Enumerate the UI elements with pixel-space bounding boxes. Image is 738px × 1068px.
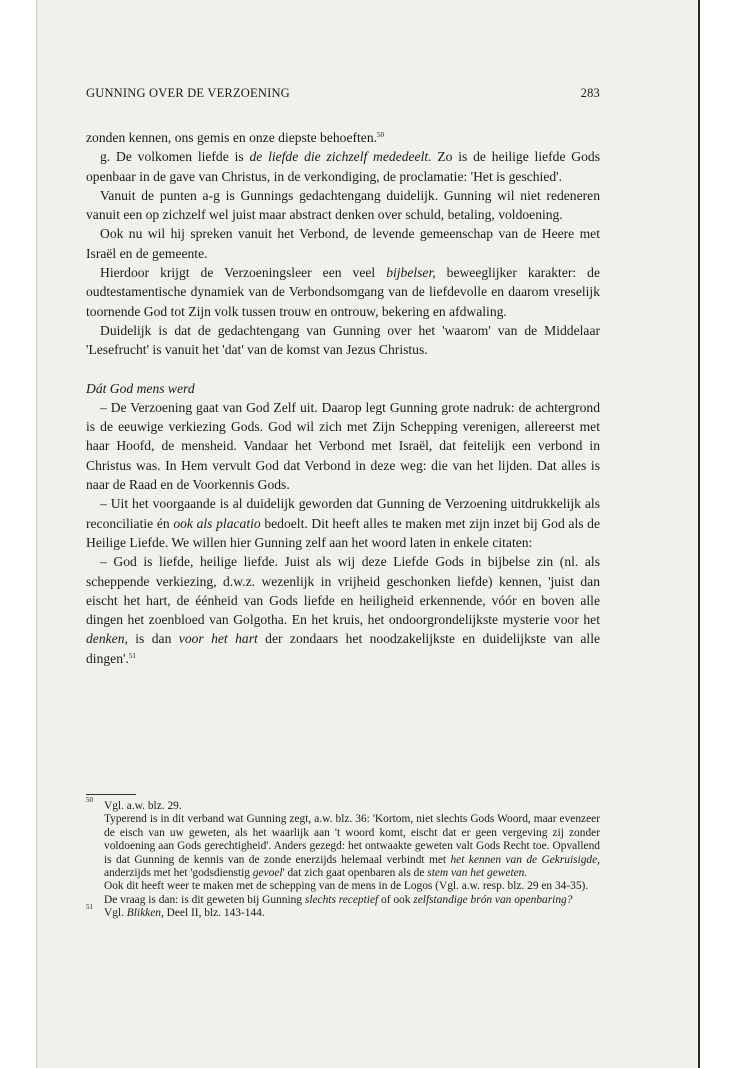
page-number: 283 [580, 86, 600, 100]
paragraph-9: – God is liefde, heilige liefde. Juist als wij deze Liefde Gods in bijbelse zin (nl. als scheppende verkiezing, d.w.z. wezenlijk in vrijheid geschonken liefde) kennen, 'juist dan eischt het hart, de éénheid van Gods liefde en heiligheid erkennende, vóór en boven alle dingen het zoenbloed van Golgotha. En het kruis, het ondoorgrondelijkste mysterie voor het denken, is dan voor het hart der zondaars het noodzakelijkste en duidelijkste van alle dingen'.$^{51}$ [86, 554, 601, 666]
footnote-rule [86, 794, 136, 795]
paragraph-7: – De Verzoening gaat van God Zelf uit. Daarop legt Gunning grote nadruk: de achtergrond is de eeuwige verkiezing Gods. God wil zich met Zijn Schepping verenigen, allereerst met haar Hoofd, de mensheid. Vandaar het Verbond met Israël, dat feitelijk een verbond in Christus was. In Hem vervult God dat Verbond in deze weg: die van het lijden. Dat alles is naar de Raad en de Voorkennis Gods. [86, 399, 600, 493]
footnote-50-line-2: Typerend is in dit verband wat Gunning zegt, a.w. blz. 36: 'Kortom, niet slechts Gods Woord, maar evenzeer de eisch van uw geweten, als het waarlijk aan 't woord komt, eischt dat er geen vergeving zij zonder voldoening aan Gods gerechtigheid'. Anders gezegd: het ontwaakte geweten valt Gods Recht toe. Opvallend is dat Gunning de kennis van de zonde enerzijds helemaal verbindt met het kennen van de Gekruisigde, anderzijds met het 'godsdienstig gevoel' dat zich gaat openbaren als de stem van het geweten. [104, 813, 601, 880]
main-text [86, 128, 600, 668]
running-head: GUNNING OVER DE VERZOENING [86, 86, 290, 100]
footnote-ref-50: 50 [377, 131, 385, 139]
paragraph-5: Hierdoor krijgt de Verzoeningsleer een veel bijbelser, beweeglijker karakter: de oudtestamentische dynamiek van de Verbondsomgang van de liefdevolle en daarom vreselijk toornende God tot Zijn volk tussen trouw en ontrouw, bekering en afdwaling. [86, 265, 600, 319]
footnote-50: 50 Vgl. a.w. blz. 29. Typerend is in dit verband wat Gunning zegt, a.w. blz. 36: 'Kortom, niet slechts Gods Woord, maar evenzeer de eisch van uw geweten, als het waarlijk aan 't woord komt, eischt dat er geen vergeving zij zonder voldoening aan Gods gerechtigheid'. Anders gezegd: het ontwaakte geweten valt Gods Recht toe. Opvallend is dat Gunning de kennis van de zonde enerzijds helemaal verbindt met het kennen van de Gekruisigde, anderzijds met het 'godsdienstig gevoel' dat zich gaat openbaren als de stem van het geweten. Ook dit heeft weer te maken met de schepping van de mens in de Logos (Vgl. a.w. resp. blz. 29 en 34-35). De vraag is dan: is dit geweten bij Gunning slechts receptief of ook zelfstandige brón van openbaring? [86, 796, 601, 906]
paragraph-4: Ook nu wil hij spreken vanuit het Verbond, de levende gemeenschap van de Heere met Israël en de gemeente. [86, 226, 600, 261]
paragraph-8: – Uit het voorgaande is al duidelijk geworden dat Gunning de Verzoening uitdrukkelijk als reconciliatie én ook als placatio bedoelt. Dit heeft alles te maken met zijn inzet bij God als de Heilige Liefde. We willen hier Gunning zelf aan het woord laten in enkele citaten: [86, 496, 600, 550]
footnote-51-text: Vgl. Blikken, Deel II, blz. 143-144. [104, 907, 265, 920]
footnote-50-line-3: Ook dit heeft weer te maken met de schepping van de mens in de Logos (Vgl. a.w. resp. blz. 29 en 34-35). [104, 880, 589, 893]
footnote-50-line-4: De vraag is dan: is dit geweten bij Gunning slechts receptief of ook zelfstandige brón van openbaring? [104, 893, 573, 906]
paragraph-3: Vanuit de punten a-g is Gunnings gedachtengang duidelijk. Gunning wil niet redeneren vanuit een op zichzelf wel juist maar abstract denken over schuld, betaling, voldoening. [86, 187, 600, 223]
page-right-edge [698, 0, 700, 1068]
paragraph-2: g. De volkomen liefde is de liefde die zichzelf mededeelt. Zo is de heilige liefde Gods openbaar in de gave van Christus, in de verkondiging, de proclamatie: 'Het is geschied'. [86, 149, 601, 184]
footnote-ref-51: 51 [128, 651, 136, 660]
footnote-50-line-1: Vgl. a.w. blz. 29. [104, 800, 182, 812]
page-left-edge [36, 0, 37, 1068]
paragraph-6: Duidelijk is dat de gedachtengang van Gunning over het 'waarom' van de Middelaar 'Lesefrucht' is vanuit het 'dat' van de komst van Jezus Christus. [86, 322, 600, 358]
paragraph-1: zonden kennen, ons gemis en onze diepste behoeften.$^{50}$ [86, 130, 385, 145]
footnote-51: 51 Vgl. Blikken, Deel II, blz. 143-144. [86, 907, 600, 920]
footnotes [86, 796, 601, 921]
section-heading: Dát God mens werd [86, 380, 195, 396]
